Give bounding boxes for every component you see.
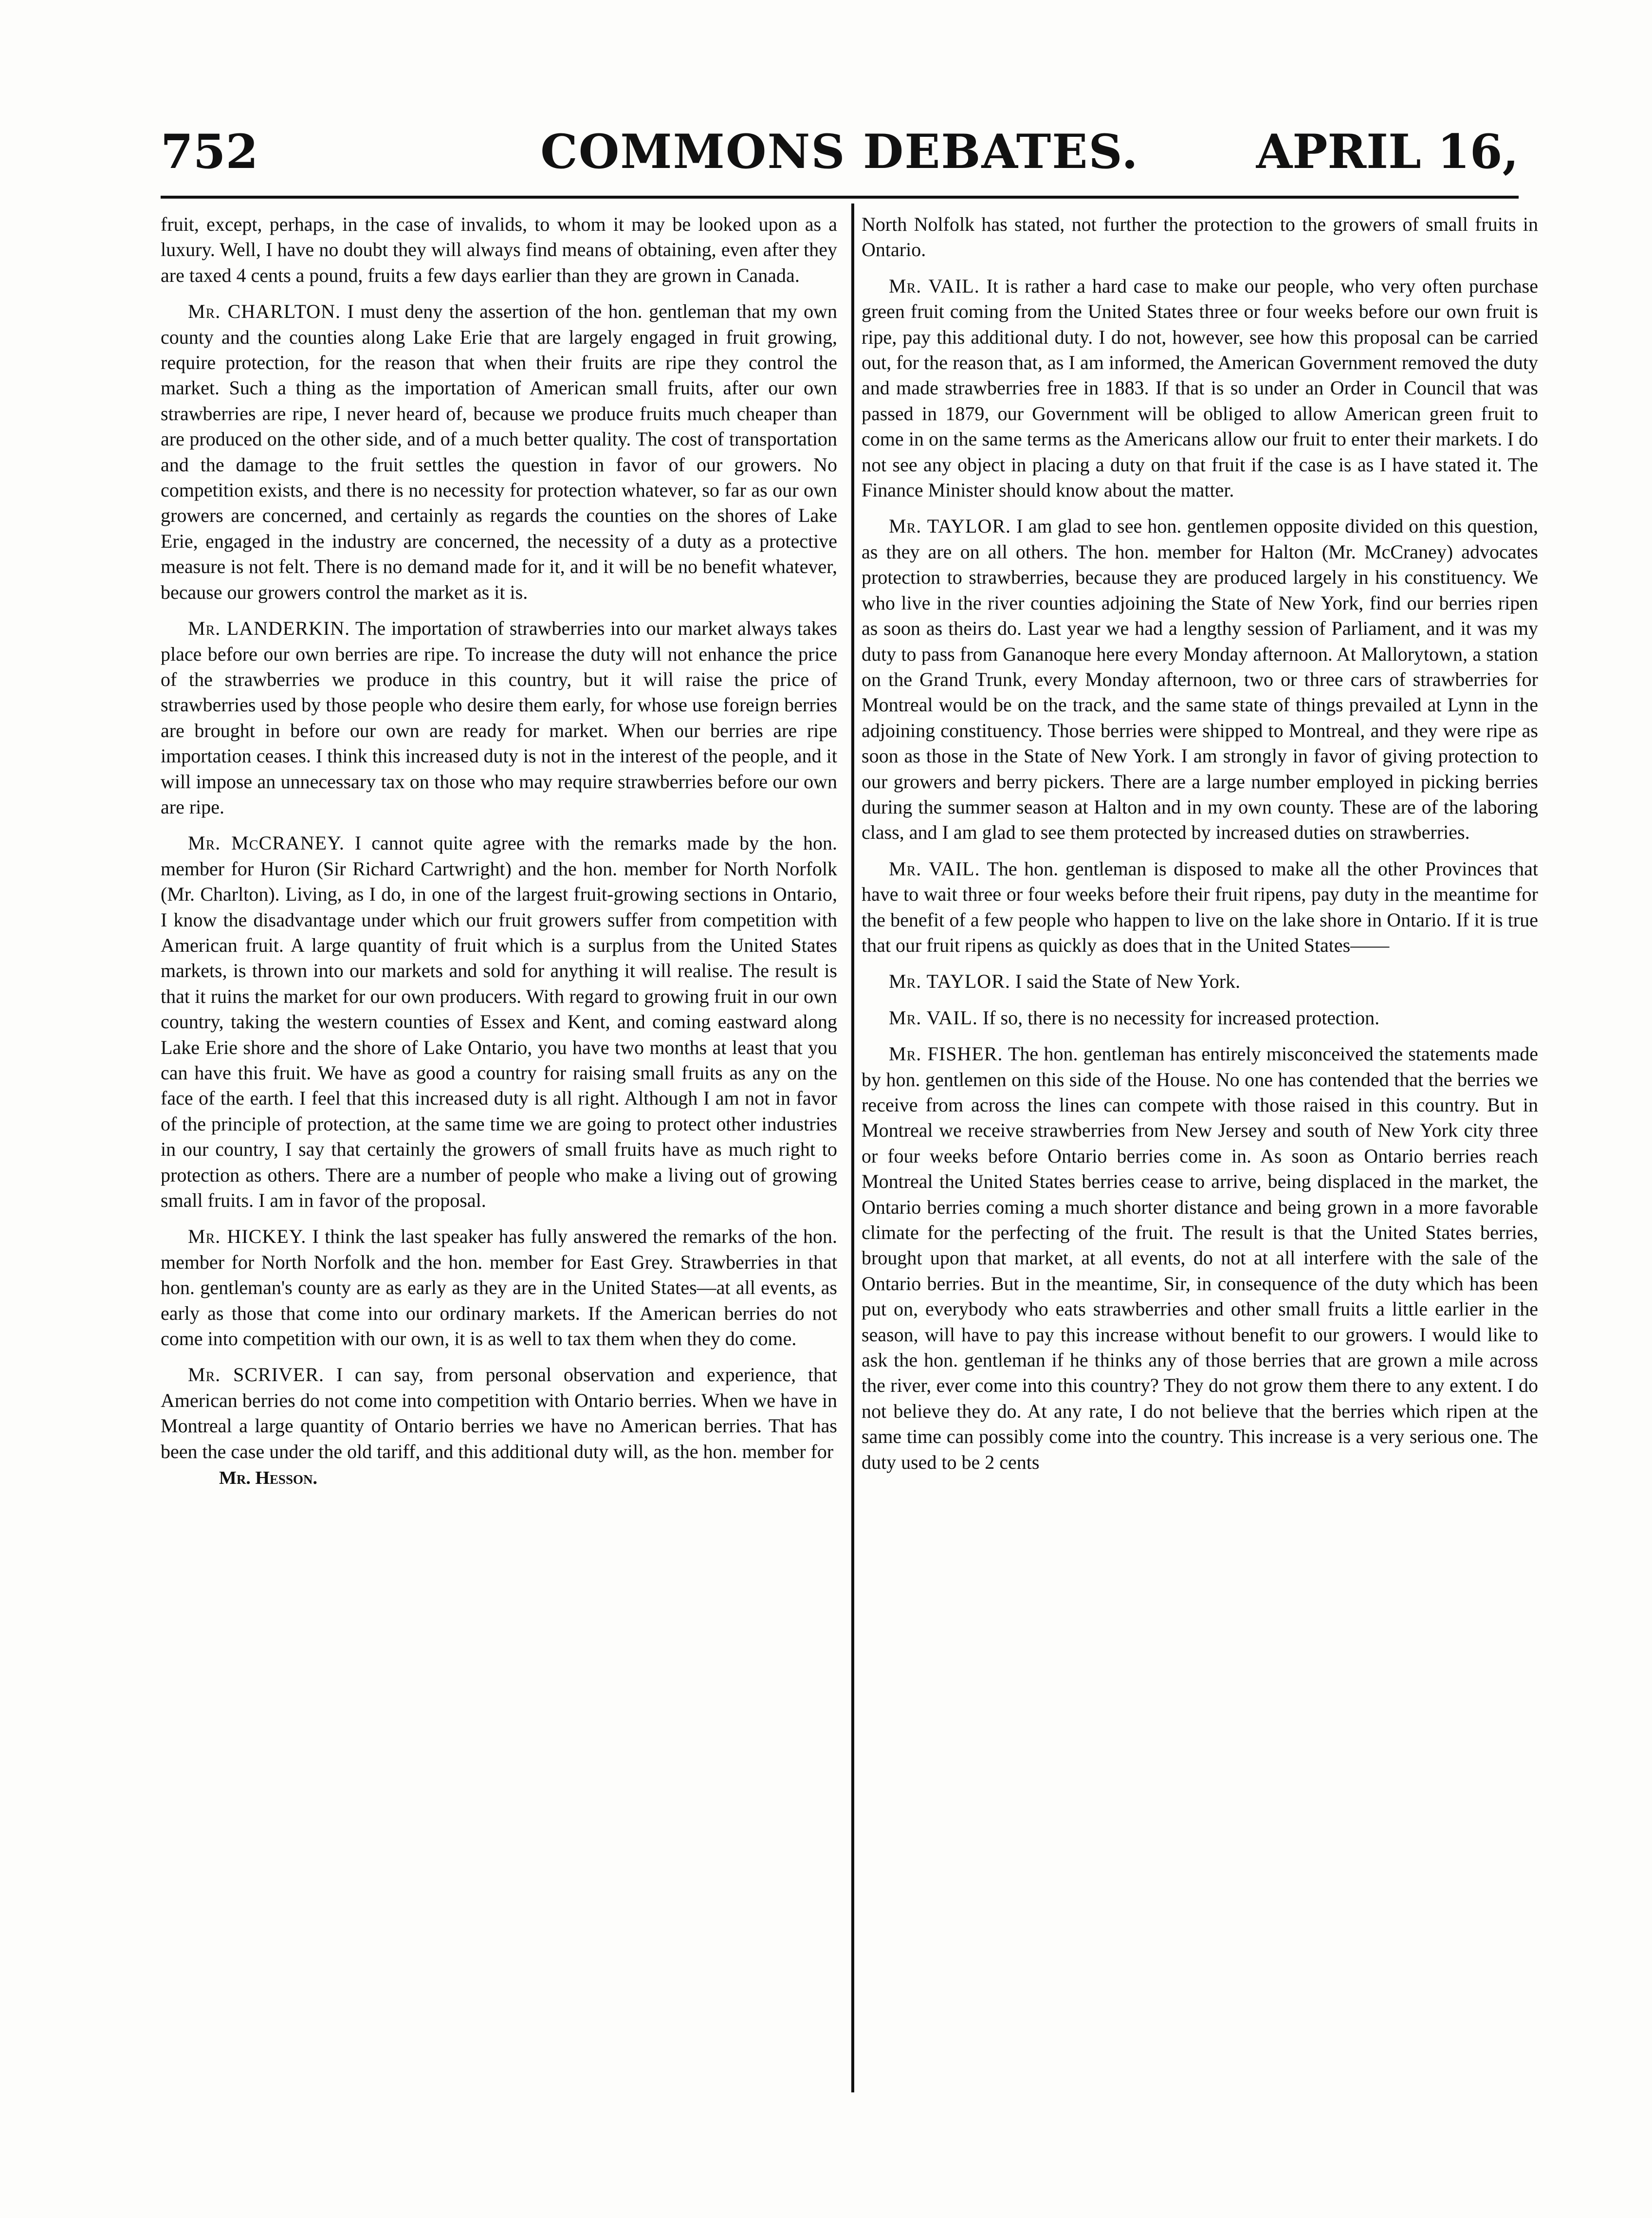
speech-text: I think the last speaker has fully answered the remarks of the hon. member for North Norfolk and the hon. member for East Grey. Strawberries in that hon. gentleman's county are as early as they are in the United States—at all events, as early as those that come into our ordinary markets. If the American berries do not come into competition with our own, it is as well to tax them when they do come.: [161, 1225, 837, 1350]
right-column: [862, 212, 1538, 2106]
left-column: [161, 212, 837, 2106]
paragraph: [161, 1224, 837, 1351]
speech-text: I can say, from personal observation and experience, that American berries do not come into competition with Ontario berries. When we have in Montreal a large quantity of Ontario berries we have no American berries. That has been the case under the old tariff, and this additional duty will, as the hon. member for: [161, 1364, 837, 1462]
paragraph: [862, 969, 1538, 994]
paragraph: [161, 1362, 837, 1464]
page-number: 752: [161, 124, 258, 179]
speaker-name: Mr. HICKEY.: [188, 1225, 307, 1248]
paragraph: [161, 299, 837, 605]
speech-text: North Nolfolk has stated, not further the protection to the growers of small fruits in Ontario.: [862, 213, 1538, 261]
speaker-name: Mr. TAYLOR.: [889, 515, 1011, 537]
paragraph: [862, 856, 1538, 959]
publication-title: COMMONS DEBATES.: [540, 124, 1139, 179]
paragraph: [862, 212, 1538, 263]
paragraph: [862, 1041, 1538, 1475]
paragraph: [862, 514, 1538, 845]
speech-text: If so, there is no necessity for increased protection.: [982, 1006, 1380, 1029]
speaker-name: Mr. CHARLTON.: [188, 300, 341, 323]
paragraph: [161, 616, 837, 820]
speech-text: The importation of strawberries into our market always takes place before our own berries are ripe. To increase the duty will not enhance the price of the strawberries we produce in this country, but it will raise the price of strawberries used by those people who desire them early, for whose use foreign berries are brought in before our own are ready for market. When our berries are ripe importation ceases. I think this increased duty is not in the interest of the people, and it will impose an unnecessary tax on those who may require strawberries before our own are ripe.: [161, 617, 837, 818]
speech-text: The hon. gentleman is disposed to make all the other Provinces that have to wait three or four weeks before their fruit ripens, pay duty in the meantime for the benefit of a few people who happen to live on the lake shore in Ontario. If it is true that our fruit ripens as quickly as does that in the United States——: [862, 857, 1538, 956]
speech-text: It is rather a hard case to make our people, who very often purchase green fruit coming from the United States three or four weeks before our own fruit is ripe, pay this additional duty. I do not, however, see how this proposal can be carried out, for the reason that, as I am informed, the American Government removed the duty and made strawberries free in 1883. If that is so under an Order in Council that was passed in 1879, our Government will be obliged to allow American green fruit to come in on the same terms as the Americans allow our fruit to enter their markets. I do not see any object in placing a duty on that fruit if the case is as I have stated it. The Finance Minister should know about the matter.: [862, 275, 1538, 501]
speech-text: The hon. gentleman has entirely misconceived the statements made by hon. gentlemen on this side of the House. No one has contended that the berries we receive from across the lines can compete with those raised in this country. But in Montreal we receive strawberries from New Jersey and south of New York city three or four weeks before Ontario berries come in. As soon as Ontario berries reach Montreal the United States berries cease to arrive, being displaced in the market, the Ontario berries coming a much shorter distance and being grown in a more favorable climate for the perfecting of the fruit. The result is that the United States berries, brought upon that market, at all events, do not at all interfere with the sale of the Ontario berries. But in the meantime, Sir, in consequence of the duty which has been put on, everybody who eats strawberries and other small fruits a little earlier in the season, will have to pay this increase without benefit to our growers. I would like to ask the hon. gentleman if he thinks any of those berries that are grown a mile across the river, ever come into this country? They do not grow them there to any extent. I do not believe they do. At any rate, I do not believe that the berries which ripen at the same time can possibly come into the country. This increase is a very serious one. The duty used to be 2 cents: [862, 1043, 1538, 1473]
paragraph: [862, 1005, 1538, 1031]
speaker-name: Mr. TAYLOR.: [889, 970, 1010, 993]
paragraph: [862, 274, 1538, 503]
speech-text: I cannot quite agree with the remarks made by the hon. member for Huron (Sir Richard Cartwright) and the hon. member for North Norfolk (Mr. Charlton). Living, as I do, in one of the largest fruit-growing sections in Ontario, I know the disadvantage under which our fruit growers suffer from competition with American fruit. A large quantity of fruit which is a surplus from the United States markets, is thrown into our markets and sold for anything it will realise. The result is that it ruins the market for our own producers. With regard to growing fruit in our own country, taking the western counties of Essex and Kent, and coming eastward along Lake Erie shore and the shore of Lake Ontario, you have two months at least that you can have this fruit. We have as good a country for raising small fruits as any on the face of the earth. I feel that this increased duty is all right. Although I am not in favor of the principle of protection, at the same time we are going to protect other industries in our country, I say that certainly the growers of small fruits have as much right to protection as others. There are a number of people who make a living out of growing small fruits. I am in favor of the proposal.: [161, 832, 837, 1212]
speech-text: I must deny the assertion of the hon. gentleman that my own county and the counties along Lake Erie that are largely engaged in fruit growing, require protection, for the reason that when their fruits are ripe they control the market. Such a thing as the importation of American small fruits, after our own strawberries are ripe, I never heard of, because we produce fruits much cheaper than are produced on the other side, and of a much better quality. The cost of transportation and the damage to the fruit settles the question in favor of our growers. No competition exists, and there is no necessity for protection whatever, so far as our own growers are concerned, and certainly as regards the counties on the shores of Lake Erie, engaged in the industry are concerned, the necessity of a duty as a protective measure is not felt. There is no demand made for it, and it will be no benefit whatever, because our growers control the market as it is.: [161, 300, 837, 603]
catchword-name: Mr. Hesson.: [219, 1468, 317, 1489]
speaker-name: Mr. VAIL.: [889, 275, 980, 297]
speech-text: I said the State of New York.: [1015, 970, 1241, 993]
speaker-name: Mr. McCRANEY.: [188, 832, 345, 854]
paragraph: [161, 212, 837, 288]
column-divider: [851, 203, 854, 2092]
speaker-name: Mr. FISHER.: [889, 1043, 1003, 1065]
page-date: APRIL 16,: [1256, 124, 1519, 179]
speaker-name: Mr. LANDERKIN.: [188, 617, 350, 640]
speaker-name: Mr. VAIL.: [889, 857, 980, 880]
speech-text: I am glad to see hon. gentlemen opposite divided on this question, as they are on all others. The hon. member for Halton (Mr. McCraney) advocates protection to strawberries, because they are produced largely in his constituency. We who live in the river counties adjoining the State of New York, find our berries ripen as soon as theirs do. Last year we had a lengthy session of Parliament, and it was my duty to pass from Gananoque here every Monday afternoon. At Mallorytown, a station on the Grand Trunk, every Monday afternoon, two or three cars of strawberries for Montreal would be on the track, and the same state of things prevailed at Lynn in the adjoining constituency. Those berries were shipped to Montreal, and they were ripe as soon as those in the State of New York. I am strongly in favor of giving protection to our growers and berry pickers. There are a large number employed in picking berries during the summer season at Halton and in my own county. These are of the laboring class, and I am glad to see them protected by increased duties on strawberries.: [862, 515, 1538, 844]
speaker-name: Mr. VAIL.: [889, 1006, 978, 1029]
page-header: [161, 124, 1519, 192]
speech-text: fruit, except, perhaps, in the case of invalids, to whom it may be looked upon as a luxury. Well, I have no doubt they will always find means of obtaining, even after they are taxed 4 cents a pound, fruits a few days earlier than they are grown in Canada.: [161, 213, 837, 286]
paragraph: [161, 831, 837, 1213]
speaker-name: Mr. SCRIVER.: [188, 1364, 325, 1386]
header-rule: [161, 196, 1519, 199]
